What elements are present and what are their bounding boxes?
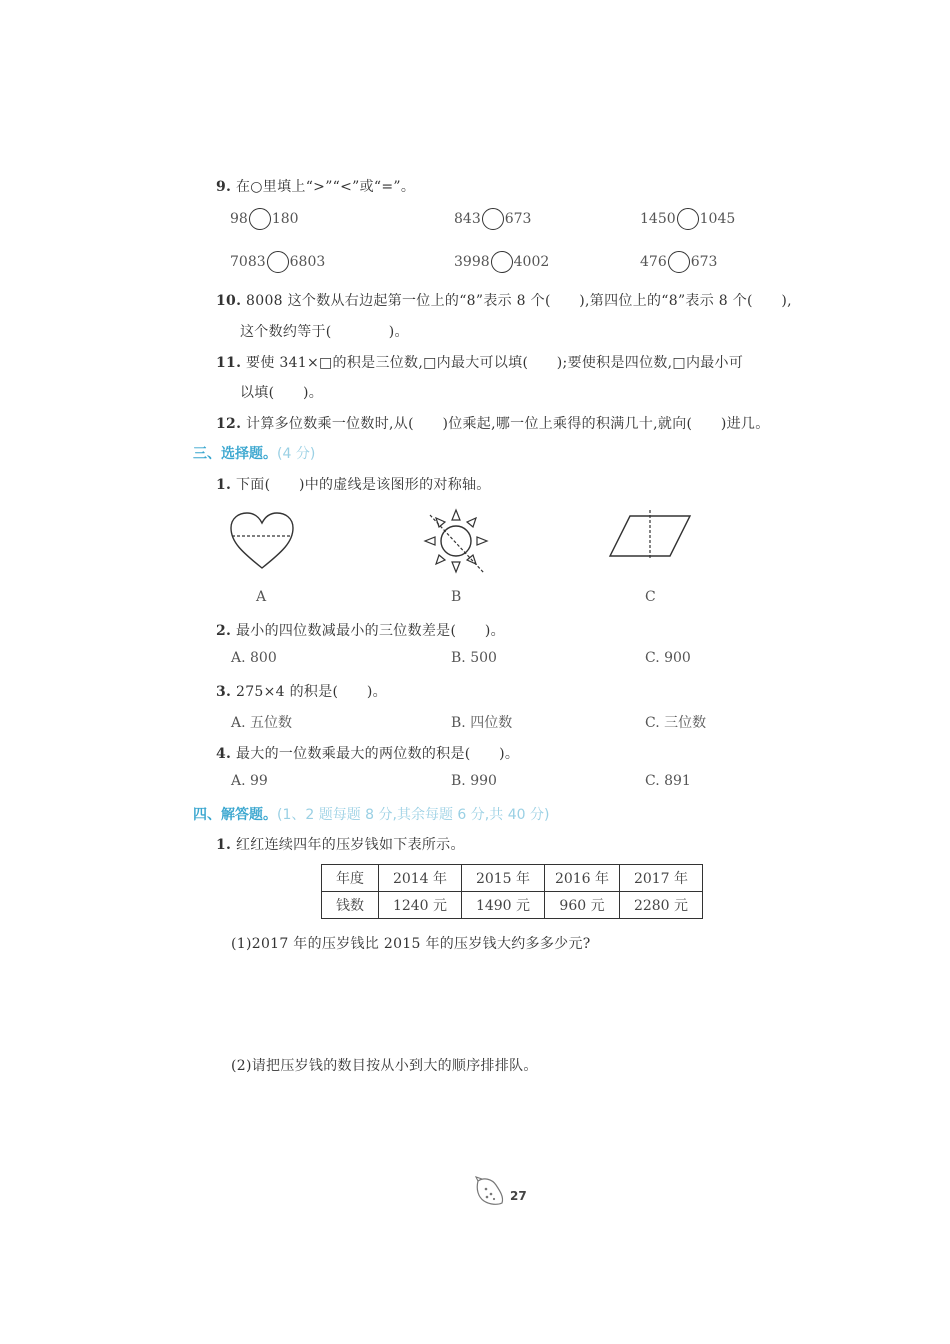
compare-left: 7083	[230, 254, 266, 270]
question-11	[216, 352, 743, 372]
compare-item	[640, 251, 717, 273]
parallelogram-figure	[608, 508, 692, 560]
compare-item	[454, 208, 531, 230]
compare-right: 6803	[289, 254, 326, 270]
figure-label-a: A	[256, 589, 267, 605]
question-number: 4.	[216, 746, 232, 762]
answer-circle[interactable]	[249, 208, 271, 230]
table-row	[322, 892, 703, 919]
question-text: 红红连续四年的压岁钱如下表所示。	[235, 837, 465, 853]
compare-right: 180	[271, 211, 299, 227]
option-b[interactable]: B. 500	[451, 650, 497, 666]
figure-label-c: C	[645, 589, 656, 605]
question-text: 计算多位数乘一位数时,从( )位乘起,哪一位上乘得的积满几十,就向( )进几。	[246, 416, 770, 432]
money-table	[321, 864, 703, 919]
section-title: 三、选择题。	[193, 446, 277, 462]
answer-circle[interactable]	[668, 251, 690, 273]
heart-figure	[228, 510, 296, 572]
section-heading-choice	[193, 443, 315, 463]
table-cell: 2016 年	[545, 865, 620, 892]
option-b[interactable]: B. 四位数	[451, 715, 513, 731]
question-text: 最小的四位数减最小的三位数差是( )。	[235, 623, 505, 639]
answer-question-1	[216, 834, 465, 854]
sub-question-1: (1)2017 年的压岁钱比 2015 年的压岁钱大约多多少元?	[231, 936, 591, 952]
choice-question-3	[216, 681, 387, 701]
question-text: 275×4 的积是( )。	[235, 684, 387, 700]
table-cell: 2014 年	[379, 865, 462, 892]
option-a[interactable]: A. 五位数	[231, 715, 293, 731]
compare-item	[454, 251, 549, 273]
compare-right: 4002	[513, 254, 550, 270]
compare-left: 843	[454, 211, 481, 227]
question-number: 3.	[216, 684, 232, 700]
table-cell: 钱数	[322, 892, 379, 919]
question-text: 在○里填上“>”“<”或“=”。	[235, 179, 416, 195]
choice-question-4	[216, 743, 519, 763]
table-cell: 2017 年	[620, 865, 703, 892]
figure-label-b: B	[451, 589, 462, 605]
compare-item	[230, 208, 299, 230]
option-a[interactable]: A. 800	[231, 650, 277, 666]
mascot-icon	[474, 1175, 508, 1207]
compare-left: 3998	[454, 254, 490, 270]
table-cell: 960 元	[545, 892, 620, 919]
option-c[interactable]: C. 三位数	[645, 715, 707, 731]
question-number: 1.	[216, 477, 232, 493]
compare-right: 1045	[699, 211, 736, 227]
section-score: (1、2 题每题 8 分,其余每题 6 分,共 40 分)	[277, 807, 550, 823]
question-11-continued: 以填( )。	[240, 385, 324, 401]
question-10-continued: 这个数约等于( )。	[240, 324, 409, 340]
page-number: 27	[510, 1189, 527, 1203]
compare-right: 673	[504, 211, 532, 227]
table-cell: 1490 元	[462, 892, 545, 919]
answer-circle[interactable]	[491, 251, 513, 273]
question-10	[216, 290, 792, 310]
question-number: 9.	[216, 179, 232, 195]
question-text: 要使 341×□的积是三位数,□内最大可以填( );要使积是四位数,□内最小可	[246, 355, 744, 371]
compare-item	[640, 208, 735, 230]
question-text: 最大的一位数乘最大的两位数的积是( )。	[235, 746, 520, 762]
question-number: 10.	[216, 293, 242, 309]
question-text: 8008 这个数从右边起第一位上的“8”表示 8 个( ),第四位上的“8”表示 8 个( ),	[246, 293, 792, 309]
question-number: 1.	[216, 837, 232, 853]
sun-figure	[422, 504, 490, 578]
option-c[interactable]: C. 891	[645, 773, 691, 789]
answer-circle[interactable]	[482, 208, 504, 230]
option-b[interactable]: B. 990	[451, 773, 497, 789]
compare-left: 476	[640, 254, 667, 270]
table-cell: 年度	[322, 865, 379, 892]
choice-question-2	[216, 620, 505, 640]
choice-question-1	[216, 474, 491, 494]
option-c[interactable]: C. 900	[645, 650, 691, 666]
table-cell: 1240 元	[379, 892, 462, 919]
section-heading-answer	[193, 804, 549, 824]
compare-right: 673	[690, 254, 718, 270]
question-number: 11.	[216, 355, 242, 371]
table-cell: 2015 年	[462, 865, 545, 892]
table-row	[322, 865, 703, 892]
section-score: (4 分)	[277, 446, 316, 462]
table-cell: 2280 元	[620, 892, 703, 919]
question-number: 12.	[216, 416, 242, 432]
answer-circle[interactable]	[267, 251, 289, 273]
compare-item	[230, 251, 325, 273]
question-number: 2.	[216, 623, 232, 639]
compare-left: 98	[230, 211, 248, 227]
section-title: 四、解答题。	[193, 807, 277, 823]
compare-left: 1450	[640, 211, 676, 227]
sub-question-2: (2)请把压岁钱的数目按从小到大的顺序排排队。	[231, 1058, 538, 1074]
option-a[interactable]: A. 99	[231, 773, 268, 789]
question-9	[216, 176, 415, 196]
answer-circle[interactable]	[677, 208, 699, 230]
question-text: 下面( )中的虚线是该图形的对称轴。	[235, 477, 491, 493]
question-12	[216, 413, 770, 433]
